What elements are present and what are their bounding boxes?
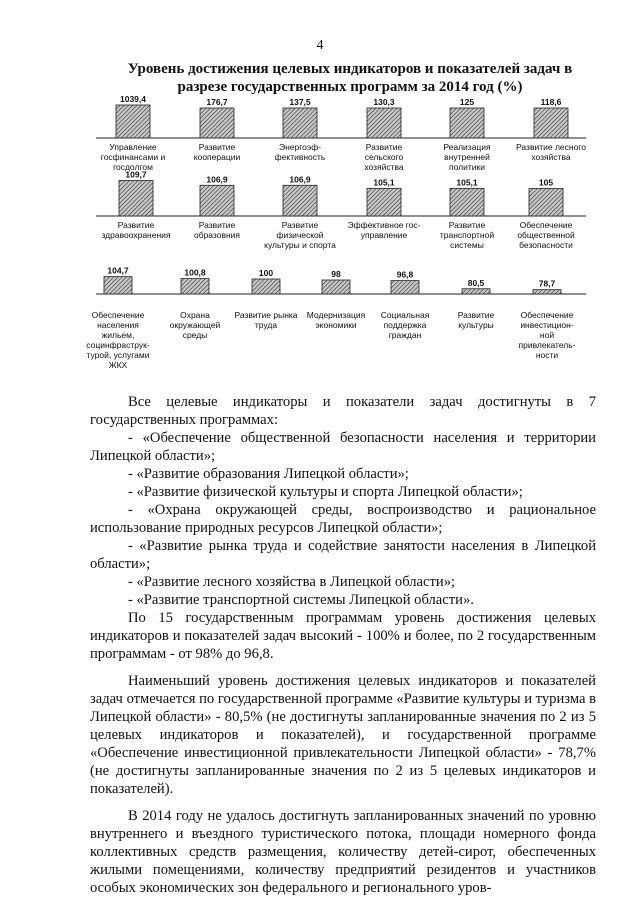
intro-paragraph: Все целевые индикаторы и показатели задач достигнуты в 7 государственных программах: [90, 394, 596, 428]
bar [367, 188, 401, 216]
category-label: Развитие [281, 220, 319, 230]
body-text [90, 393, 596, 897]
category-label: Развитие рынка [234, 310, 298, 320]
bar [116, 105, 150, 138]
bar [283, 185, 317, 216]
program-list-item: - «Охрана окружающей среды, воспроизводство и рациональное использование природных ресурсов Липецкой области»; [90, 502, 596, 536]
category-label: системы [450, 240, 484, 250]
data-label: 176,7 [206, 97, 228, 107]
chart-title [110, 60, 590, 96]
category-label: граждан [388, 330, 422, 340]
bar [104, 277, 132, 294]
data-label: 118,6 [540, 97, 562, 107]
category-label: труда [254, 320, 278, 330]
data-label: 109,7 [125, 169, 147, 180]
bar-chart [0, 92, 640, 392]
category-label: Развитие лесного [516, 142, 586, 152]
category-label: Обеспечение [520, 310, 574, 320]
data-label: 104,7 [107, 265, 129, 276]
category-label: хозяйства [531, 152, 571, 162]
category-label: общественной [517, 230, 575, 240]
category-label: безопасности [519, 240, 573, 250]
category-label: управление [360, 230, 408, 240]
bar [283, 108, 317, 138]
category-label: Развитие [198, 142, 236, 152]
program-list-item: - «Развитие лесного хозяйства в Липецкой области»; [128, 574, 456, 590]
category-label: Реализация [443, 142, 491, 152]
data-label: 100 [258, 268, 274, 278]
category-label: Развитие [457, 310, 495, 320]
bar [252, 279, 280, 294]
category-label: социнфраструк- [86, 340, 150, 350]
category-label: Модернизация [306, 310, 366, 320]
data-label: 1039,4 [120, 94, 146, 104]
data-label: 98 [331, 269, 341, 279]
category-label: Энергоэф- [278, 142, 322, 152]
category-label: Охрана [180, 310, 210, 320]
category-label: Развитие [448, 220, 486, 230]
bar [462, 289, 490, 294]
program-list-item: - «Развитие образования Липецкой области»; [128, 466, 409, 482]
category-label: физической [276, 230, 324, 240]
bar [181, 279, 209, 294]
category-label: Развитие [198, 220, 236, 230]
category-label: инвестицион- [520, 320, 574, 330]
category-label: внутренней [444, 152, 490, 162]
data-label: 125 [459, 97, 475, 107]
program-list-item: - «Обеспечение общественной безопасности населения и территории Липецкой области»; [90, 430, 596, 464]
data-label: 137,5 [289, 97, 311, 107]
data-label: 105,1 [373, 177, 395, 188]
bar [529, 189, 563, 217]
category-label: Эффективное гос- [347, 220, 421, 230]
chart-title-line-2: разрезе государственных программ за 2014 год (%) [177, 79, 523, 95]
bar [450, 108, 484, 138]
category-label: образовния [193, 230, 241, 240]
category-label: Развитие [365, 142, 403, 152]
program-list-item: - «Развитие физической культуры и спорта Липецкой области»; [128, 484, 523, 500]
category-label: культуры и спорта [264, 240, 336, 250]
category-label: ности [535, 350, 559, 360]
program-list-item: - «Развитие рынка труда и содействие занятости населения в Липецкой области»; [90, 538, 596, 572]
category-label: ной [539, 330, 555, 340]
data-label: 96,8 [396, 269, 414, 280]
page-number: 4 [316, 38, 324, 53]
category-label: Развитие [117, 220, 155, 230]
bar [200, 185, 234, 216]
category-label: жильем, [101, 330, 135, 340]
category-label: Социальная [380, 310, 430, 320]
data-label: 80,5 [467, 277, 485, 288]
data-label: 78,7 [538, 278, 556, 289]
chart-title-line-1: Уровень достижения целевых индикаторов и показателей задач в [127, 61, 573, 77]
category-label: кооперации [193, 152, 241, 162]
category-label: культуры [458, 320, 494, 330]
category-label: госфинансами и [100, 152, 166, 162]
category-label: сельского [364, 152, 404, 162]
category-label: транспортной [439, 230, 495, 240]
category-label: среды [182, 330, 208, 340]
bar [322, 280, 350, 294]
bar [391, 281, 419, 294]
bar [200, 108, 234, 138]
category-label: Обеспечение [519, 220, 573, 230]
category-label: экономики [315, 320, 357, 330]
lowest-level-paragraph: Наименьший уровень достижения целевых индикаторов и показателей задач отмечается по государственной программе «Развитие культуры и туризма в Липецкой области» - 80,5% (не достигнуты запланированные значения по 2 из 5 целевых индикаторов и показателей), и государственной программе «Обеспечение инвестиционной привлекательности Липецкой области» - 78,7% (не достигнуты запланированные значения по 2 из 5 целевых индикаторов и показателей). [90, 673, 596, 797]
bar [450, 188, 484, 216]
category-label: здравоохранения [101, 230, 171, 240]
data-label: 106,9 [289, 174, 311, 185]
category-label: окружающей [169, 320, 221, 330]
category-label: политики [449, 162, 485, 172]
not-achieved-paragraph: В 2014 году не удалось достигнуть запланированных значений по уровню внутреннего и въездного туристического потока, площади номерного фонда коллективных средств размещения, количеству детей-сирот, обеспеченных жилыми помещениями, количеству предприятий резидентов и участников особых экономических зон федерального и регионального уров- [90, 808, 596, 896]
category-label: Управление [109, 142, 157, 152]
category-label: ЖКХ [108, 360, 128, 370]
data-label: 106,9 [206, 174, 228, 185]
data-label: 105 [538, 177, 554, 188]
category-label: госдолгом [113, 162, 153, 172]
bar [534, 108, 568, 138]
program-list-item: - «Развитие транспортной системы Липецкой области». [128, 592, 474, 608]
category-label: хозяйства [364, 162, 404, 172]
summary-paragraph: По 15 государственным программам уровень достижения целевых индикаторов и показателей задач высокий - 100% и более, по 2 государственным программам - от 98% до 96,8. [90, 610, 596, 662]
category-label: населения [97, 320, 139, 330]
category-label: привлекатель- [518, 340, 576, 350]
bar [533, 290, 561, 294]
data-label: 100,8 [184, 267, 206, 278]
category-label: турой, услугами [86, 350, 150, 360]
data-label: 130,3 [373, 97, 395, 107]
data-label: 105,1 [456, 177, 478, 188]
category-label: поддержка [383, 320, 427, 330]
bar [119, 181, 153, 216]
category-label: Обеспечение [91, 310, 145, 320]
bar [367, 108, 401, 138]
category-label: фективность [274, 152, 326, 162]
